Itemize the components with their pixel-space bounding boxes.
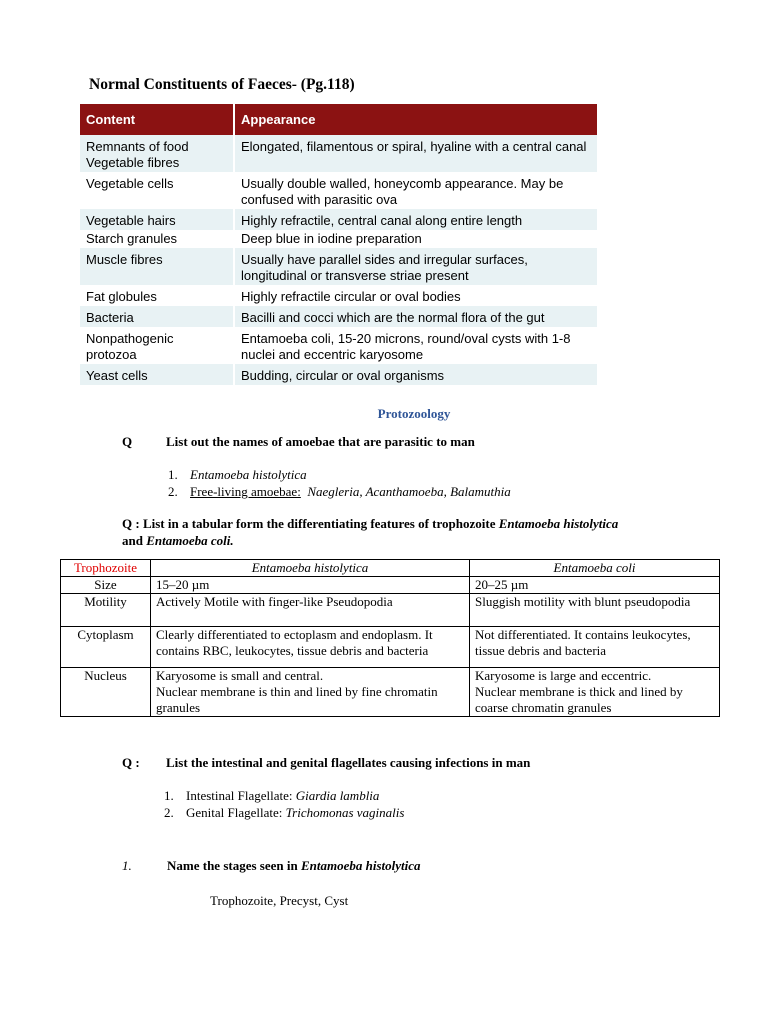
question-block [167, 858, 421, 874]
cell-content: Muscle fibres [80, 248, 234, 285]
cell-feature: Motility [61, 594, 151, 627]
list-number: 2. [168, 484, 178, 499]
list-item [164, 805, 404, 821]
answer-text: Trophozoite, Precyst, Cyst [210, 893, 349, 908]
table-row [61, 577, 720, 594]
question-text: List out the names of amoebae that are parasitic to man [166, 434, 475, 449]
cell-content: Yeast cells [80, 364, 234, 385]
list-prefix: Intestinal Flagellate: [186, 788, 293, 803]
table-header-row [80, 104, 597, 135]
cell-feature: Nucleus [61, 668, 151, 717]
faeces-constituents-table [80, 104, 597, 385]
question-label: Q [122, 434, 133, 449]
list-text: Trichomonas vaginalis [285, 805, 405, 820]
cell-coli: 20–25 µm [470, 577, 720, 594]
question-label: Q : [122, 516, 140, 531]
cell-content: Fat globules [80, 285, 234, 306]
question-italic: Entamoeba histolytica [300, 858, 421, 873]
table-row [80, 285, 597, 306]
cell-content: Vegetable hairs [80, 209, 234, 230]
cell-histolytica: Actively Motile with finger-like Pseudopodia [151, 594, 470, 627]
question-italic: Entamoeba coli. [146, 533, 234, 548]
list-number: 2. [164, 805, 174, 820]
cell-appearance: Deep blue in iodine preparation [234, 230, 597, 248]
list-item [164, 788, 379, 804]
cell-content: Vegetable cells [80, 172, 234, 209]
question-label: Q : [122, 755, 140, 770]
table-header-row [61, 560, 720, 577]
trophozoite-comparison-table [60, 559, 720, 717]
cell-appearance: Bacilli and cocci which are the normal flora of the gut [234, 306, 597, 327]
question-text: and [122, 533, 143, 548]
cell-content: Starch granules [80, 230, 234, 248]
cell-appearance: Entamoeba coli, 15-20 microns, round/oval cysts with 1-8 nuclei and eccentric karyosome [234, 327, 597, 364]
table-row [61, 594, 720, 627]
table-row [80, 327, 597, 364]
page-heading: Normal Constituents of Faeces- (Pg.118) [89, 76, 355, 93]
cell-content: Nonpathogenic protozoa [80, 327, 234, 364]
cell-appearance: Usually double walled, honeycomb appearance. May be confused with parasitic ova [234, 172, 597, 209]
list-text: Giardia lamblia [295, 788, 380, 803]
table-row [61, 668, 720, 717]
section-title: Protozoology [377, 406, 451, 421]
list-prefix: Free-living amoebae: [190, 484, 301, 499]
list-number: 1. [164, 788, 174, 803]
list-item [168, 484, 511, 500]
cell-coli: Karyosome is large and eccentric. Nuclear membrane is thick and lined by coarse chromatin granules [470, 668, 720, 717]
cell-feature: Cytoplasm [61, 627, 151, 668]
cell-appearance: Budding, circular or oval organisms [234, 364, 597, 385]
cell-content: Bacteria [80, 306, 234, 327]
list-text: Naegleria, Acanthamoeba, Balamuthia [307, 484, 511, 499]
list-text: Entamoeba histolytica [190, 467, 307, 482]
cell-histolytica: Clearly differentiated to ectoplasm and endoplasm. It contains RBC, leukocytes, tissue debris and bacteria [151, 627, 470, 668]
question-number: 1. [122, 858, 132, 873]
question-block [122, 515, 682, 549]
table-row [80, 230, 597, 248]
cell-feature: Size [61, 577, 151, 594]
header-trophozoite: Trophozoite [61, 560, 151, 577]
table-row [80, 248, 597, 285]
table-row [80, 172, 597, 209]
cell-coli: Sluggish motility with blunt pseudopodia [470, 594, 720, 627]
table-row [80, 364, 597, 385]
list-item [168, 467, 307, 483]
list-number: 1. [168, 467, 178, 482]
table-row [80, 135, 597, 172]
table-row [80, 209, 597, 230]
cell-appearance: Usually have parallel sides and irregular surfaces, longitudinal or transverse striae present [234, 248, 597, 285]
list-prefix: Genital Flagellate: [186, 805, 283, 820]
header-coli: Entamoeba coli [470, 560, 720, 577]
cell-histolytica: Karyosome is small and central. Nuclear membrane is thin and lined by fine chromatin granules [151, 668, 470, 717]
cell-coli: Not differentiated. It contains leukocytes, tissue debris and bacteria [470, 627, 720, 668]
header-content: Content [80, 104, 234, 135]
cell-content: Remnants of food Vegetable fibres [80, 135, 234, 172]
question-italic: Entamoeba histolytica [498, 516, 619, 531]
cell-histolytica: 15–20 µm [151, 577, 470, 594]
question-text: List in a tabular form the differentiating features of trophozoite [142, 516, 496, 531]
table-row [61, 627, 720, 668]
cell-appearance: Highly refractile circular or oval bodies [234, 285, 597, 306]
question-text: List the intestinal and genital flagellates causing infections in man [166, 755, 531, 770]
header-histolytica: Entamoeba histolytica [151, 560, 470, 577]
header-appearance: Appearance [234, 104, 597, 135]
cell-appearance: Highly refractile, central canal along entire length [234, 209, 597, 230]
question-text: Name the stages seen in [167, 858, 298, 873]
cell-appearance: Elongated, filamentous or spiral, hyaline with a central canal [234, 135, 597, 172]
table-row [80, 306, 597, 327]
